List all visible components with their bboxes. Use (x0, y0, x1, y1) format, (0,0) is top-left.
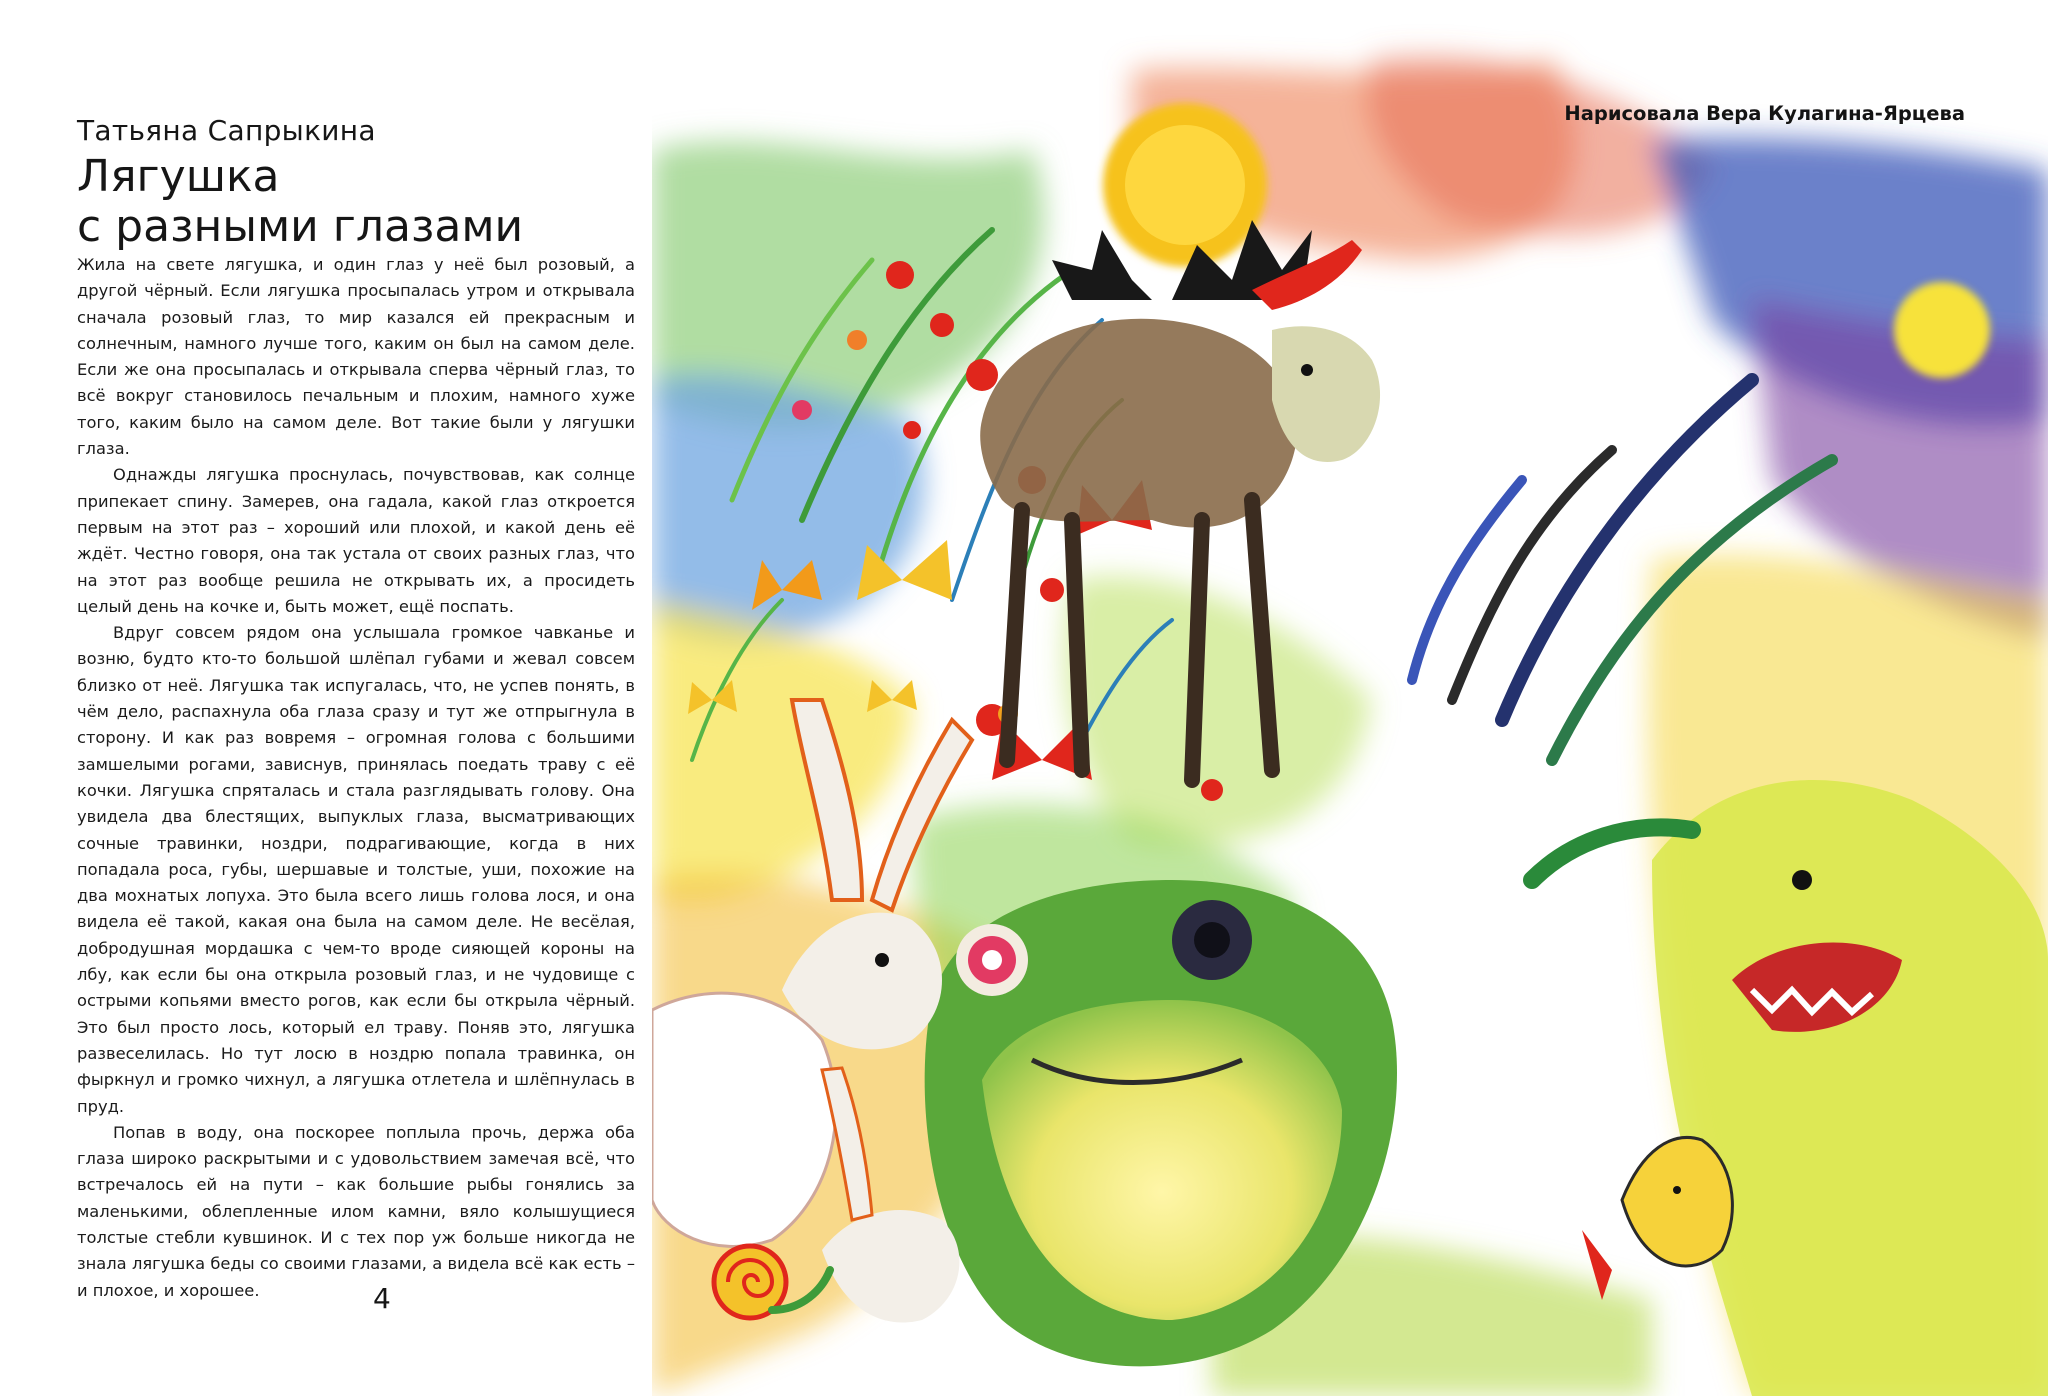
fox (1582, 1138, 1732, 1301)
story-paragraph: Жила на свете лягушка, и один глаз у неё был розовый, а другой чёрный. Если лягушка просыпалась утром и открывала сначала розовый глаз, то мир казался ей прекрасным и солнечным, намного лучше того, каким он был на самом деле. Если же она просыпалась и открывала сперва чёрный глаз, то всё вокруг становилось печальным и плохим, намного хуже того, каким было на самом деле. Вот такие были у лягушки глаза. (77, 255, 635, 459)
watercolor-illustration (652, 0, 2048, 1396)
story-title-line-1: Лягушка (77, 151, 280, 202)
page-number: 4 (373, 1282, 391, 1315)
story-paragraph: Попав в воду, она поскорее поплыла прочь, держа оба глаза широко раскрытыми и с удовольствием замечая всё, что встречалось ей на пути – как большие рыбы гонялись за маленькими, облепленные илом камни, вяло колышущиеся толстые стебли кувшинок. И с тех пор уж больше никогда не знала лягушка беды со своими глазами, а видела всё как есть – и плохое, и хорошее. (77, 1122, 635, 1300)
illustration-artwork (652, 0, 2048, 1396)
author-name: Татьяна Сапрыкина (77, 114, 376, 147)
text-page (0, 0, 652, 1396)
story-title-line-2: с разными глазами (77, 201, 524, 252)
story-paragraph: Вдруг совсем рядом она услышала громкое чавканье и возню, будто кто-то большой шлёпал губами и жевал совсем близко от неё. Лягушка так испугалась, что, не успев понять, в чём дело, распахнула оба глаза сразу и тут же отпрыгнула в сторону. И как раз вовремя – огромная голова с большими замшелыми рогами, зависнув, принялась поедать траву с её кочки. Лягушка спряталась и стала разглядывать голову. Она увидела два блестящих, выпуклых глаза, высматривающих сочные травинки, ноздри, подрагивающие, когда в них попадала роса, губы, шершавые и толстые, уши, похожие на два мохнатых лопуха. Это была всего лишь голова лося, и она видела её такой, какая она была на самом деле. Не весёлая, добродушная мордашка с чем-то вроде сияющей короны на лбу, как если бы она открыла розовый глаз, и не чудовище с острыми копьями вместо рогов, как если бы открыла чёрный. Это был просто лось, который ел траву. Поняв это, лягушка развеселилась. Но тут лосю в ноздрю попала травинка, он фыркнул и громко чихнул, а лягушка отлетела и шлёпнулась в пруд. (77, 623, 635, 1116)
illustrator-credit: Нарисовала Вера Кулагина-Ярцева (1564, 102, 1965, 125)
story-text (77, 252, 635, 1304)
sun (1103, 103, 1267, 267)
story-title (77, 152, 523, 252)
night-sun (1894, 282, 1990, 378)
story-paragraph: Однажды лягушка проснулась, почувствовав, как солнце припекает спину. Замерев, она гадала, какой глаз откроется первым на этот раз – хороший или плохой, и какой день её ждёт. Честно говоря, она так устала от своих разных глаз, что на этот раз вообще решила не открывать их, а просидеть целый день на кочке и, быть может, ещё поспать. (77, 465, 635, 616)
